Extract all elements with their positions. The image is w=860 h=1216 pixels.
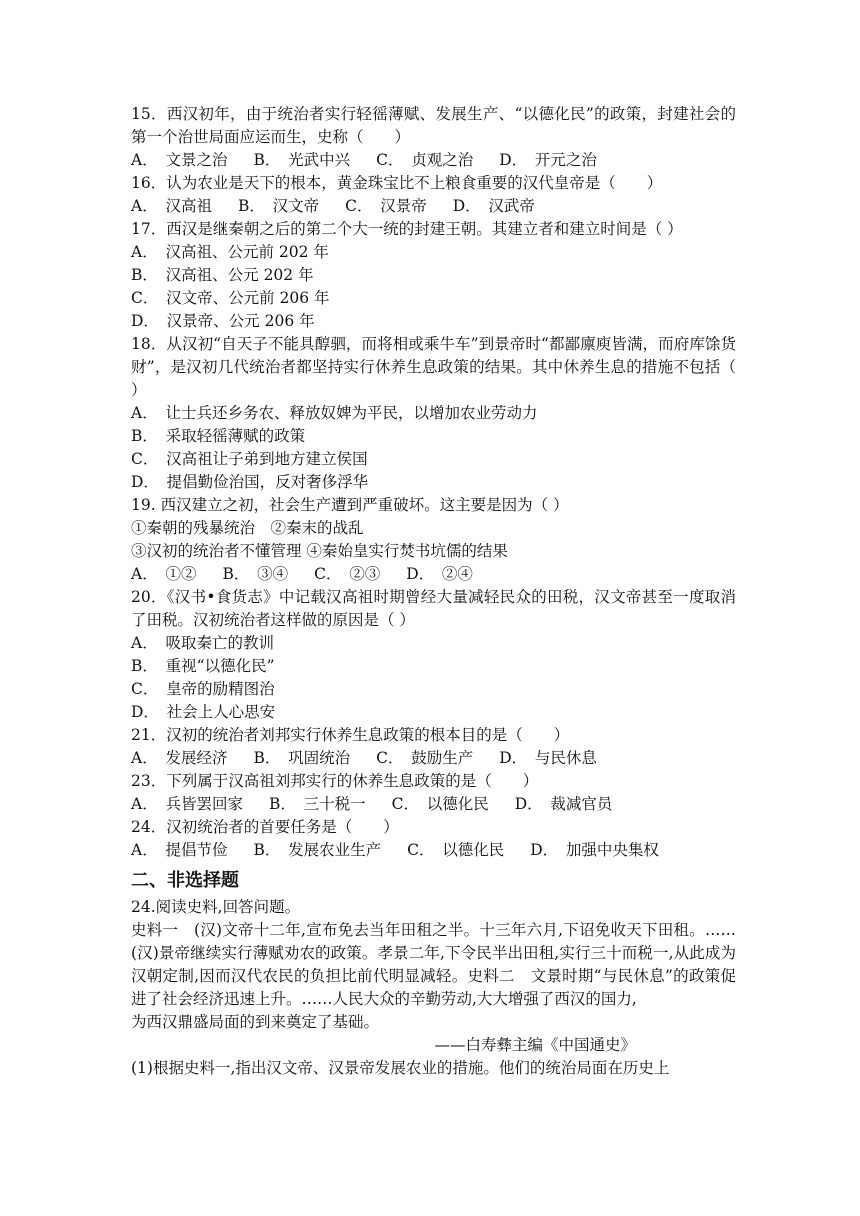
question-18-stem: 18．从汉初“自天子不能具醇驷，而将相或乘牛车”到景帝时“都鄙廪庾皆满，而府库馀货财”，是汉初几代统治者都坚持实行休养生息政策的结果。其中休养生息的措施不包括（ ） xyxy=(131,335,736,399)
question-16-stem: 16．认为农业是天下的根本，黄金珠宝比不上粮食重要的汉代皇帝是（ ） xyxy=(131,174,663,192)
option-b: B． 汉文帝 xyxy=(237,197,320,215)
option-a: A． 汉高祖、公元前 202 年 xyxy=(131,243,329,261)
option-b: B． 重视“以德化民” xyxy=(131,657,275,675)
question-19-stem: 19. 西汉建立之初，社会生产遭到严重破坏。这主要是因为（ ） xyxy=(131,496,569,514)
question-21-stem: 21．汉初的统治者刘邦实行休养生息政策的根本目的是（ ） xyxy=(131,726,570,744)
option-d: D． 与民休息 xyxy=(499,749,597,767)
option-b: B． 采取轻徭薄赋的政策 xyxy=(131,427,306,445)
option-b: B． ③④ xyxy=(222,565,289,583)
option-b: B． 巩固统治 xyxy=(253,749,351,767)
option-d: D． 社会上人心思安 xyxy=(131,703,276,721)
source-passage-end: 为西汉鼎盛局面的到来奠定了基础。 xyxy=(131,1013,380,1031)
option-b: B． 发展农业生产 xyxy=(253,841,382,859)
question-19-items-2: ③汉初的统治者不懂管理 ④秦始皇实行焚书坑儒的结果 xyxy=(131,542,508,560)
question-15-options xyxy=(131,149,736,172)
question-19-items-1: ①秦朝的残暴统治 ②秦末的战乱 xyxy=(131,519,364,537)
option-b: B． 光武中兴 xyxy=(253,151,351,169)
option-c: C． 以德化民 xyxy=(407,841,505,859)
question-19-options xyxy=(131,563,736,586)
source-credit: ——白寿彝主编《中国通史》 xyxy=(434,1036,636,1054)
option-c: C． 汉景帝 xyxy=(345,197,427,215)
question-24-options xyxy=(131,839,736,862)
option-d: D． ②④ xyxy=(406,565,473,583)
question-23-stem: 23．下列属于汉高祖刘邦实行的休养生息政策的是（ ） xyxy=(131,772,539,790)
option-a: A． 吸取秦亡的教训 xyxy=(131,634,274,652)
question-21-options xyxy=(131,747,736,770)
question-title: 24.阅读史料,回答问题。 xyxy=(131,898,301,916)
section-heading: 二、非选择题 xyxy=(131,870,239,891)
option-d: D． 裁减官员 xyxy=(514,795,613,813)
question-23-options xyxy=(131,793,736,816)
source-passage: 史料一 (汉)文帝十二年,宣布免去当年田租之半。十三年六月,下诏免收天下田租。……(汉)景帝继续实行薄赋劝农的政策。孝景二年,下令民半出田租,实行三十而税一,从此成为汉朝定制,因而汉代农民的负担比前代明显减轻。史料二 文景时期“与民休息”的政策促进了社会经济迅速上升。……人民大众的辛勤劳动,大大增强了西汉的国力, xyxy=(131,921,736,1008)
option-a: A． ①② xyxy=(131,565,197,583)
option-d: D． 开元之治 xyxy=(499,151,597,169)
option-a: A． 提倡节俭 xyxy=(131,841,228,859)
option-d: D． 加强中央集权 xyxy=(530,841,659,859)
option-c: C． 汉文帝、公元前 206 年 xyxy=(131,289,330,307)
document-content xyxy=(131,103,736,1080)
option-d: D． 提倡勤俭治国，反对奢侈浮华 xyxy=(131,473,369,491)
question-16-options xyxy=(131,195,736,218)
option-a: A． 让士兵还乡务农、释放奴婢为平民，以增加农业劳动力 xyxy=(131,404,538,422)
option-a: A． 文景之治 xyxy=(131,151,228,169)
option-a: A． 兵皆罢回家 xyxy=(131,795,243,813)
option-c: C． 以德化民 xyxy=(391,795,489,813)
option-a: A． 汉高祖 xyxy=(131,197,212,215)
option-c: C． 贞观之治 xyxy=(376,151,474,169)
option-b: B． 汉高祖、公元 202 年 xyxy=(131,266,314,284)
question-24-stem: 24．汉初统治者的首要任务是（ ） xyxy=(131,818,399,836)
question-17-stem: 17．西汉是继秦朝之后的第二个大一统的封建王朝。其建立者和建立时间是（ ） xyxy=(131,220,683,238)
option-d: D． 汉武帝 xyxy=(452,197,535,215)
option-c: C． 汉高祖让子弟到地方建立侯国 xyxy=(131,450,368,468)
option-c: C． 皇帝的励精图治 xyxy=(131,680,275,698)
option-b: B． 三十税一 xyxy=(268,795,366,813)
option-c: C． ②③ xyxy=(314,565,381,583)
option-a: A． 发展经济 xyxy=(131,749,228,767)
question-20-stem: 20．《汉书•食货志》中记载汉高祖时期曾经大量减轻民众的田税，汉文帝甚至一度取消了田税。汉初统治者这样做的原因是（ ） xyxy=(131,588,736,629)
question-15-stem: 15．西汉初年，由于统治者实行轻徭薄赋、发展生产、“以德化民”的政策，封建社会的第一个治世局面应运而生，史称（ ） xyxy=(131,105,736,146)
option-c: C． 鼓励生产 xyxy=(376,749,474,767)
option-d: D． 汉景帝、公元 206 年 xyxy=(131,312,315,330)
sub-question-1: (1)根据史料一,指出汉文帝、汉景帝发展农业的措施。他们的统治局面在历史上 xyxy=(131,1059,670,1077)
